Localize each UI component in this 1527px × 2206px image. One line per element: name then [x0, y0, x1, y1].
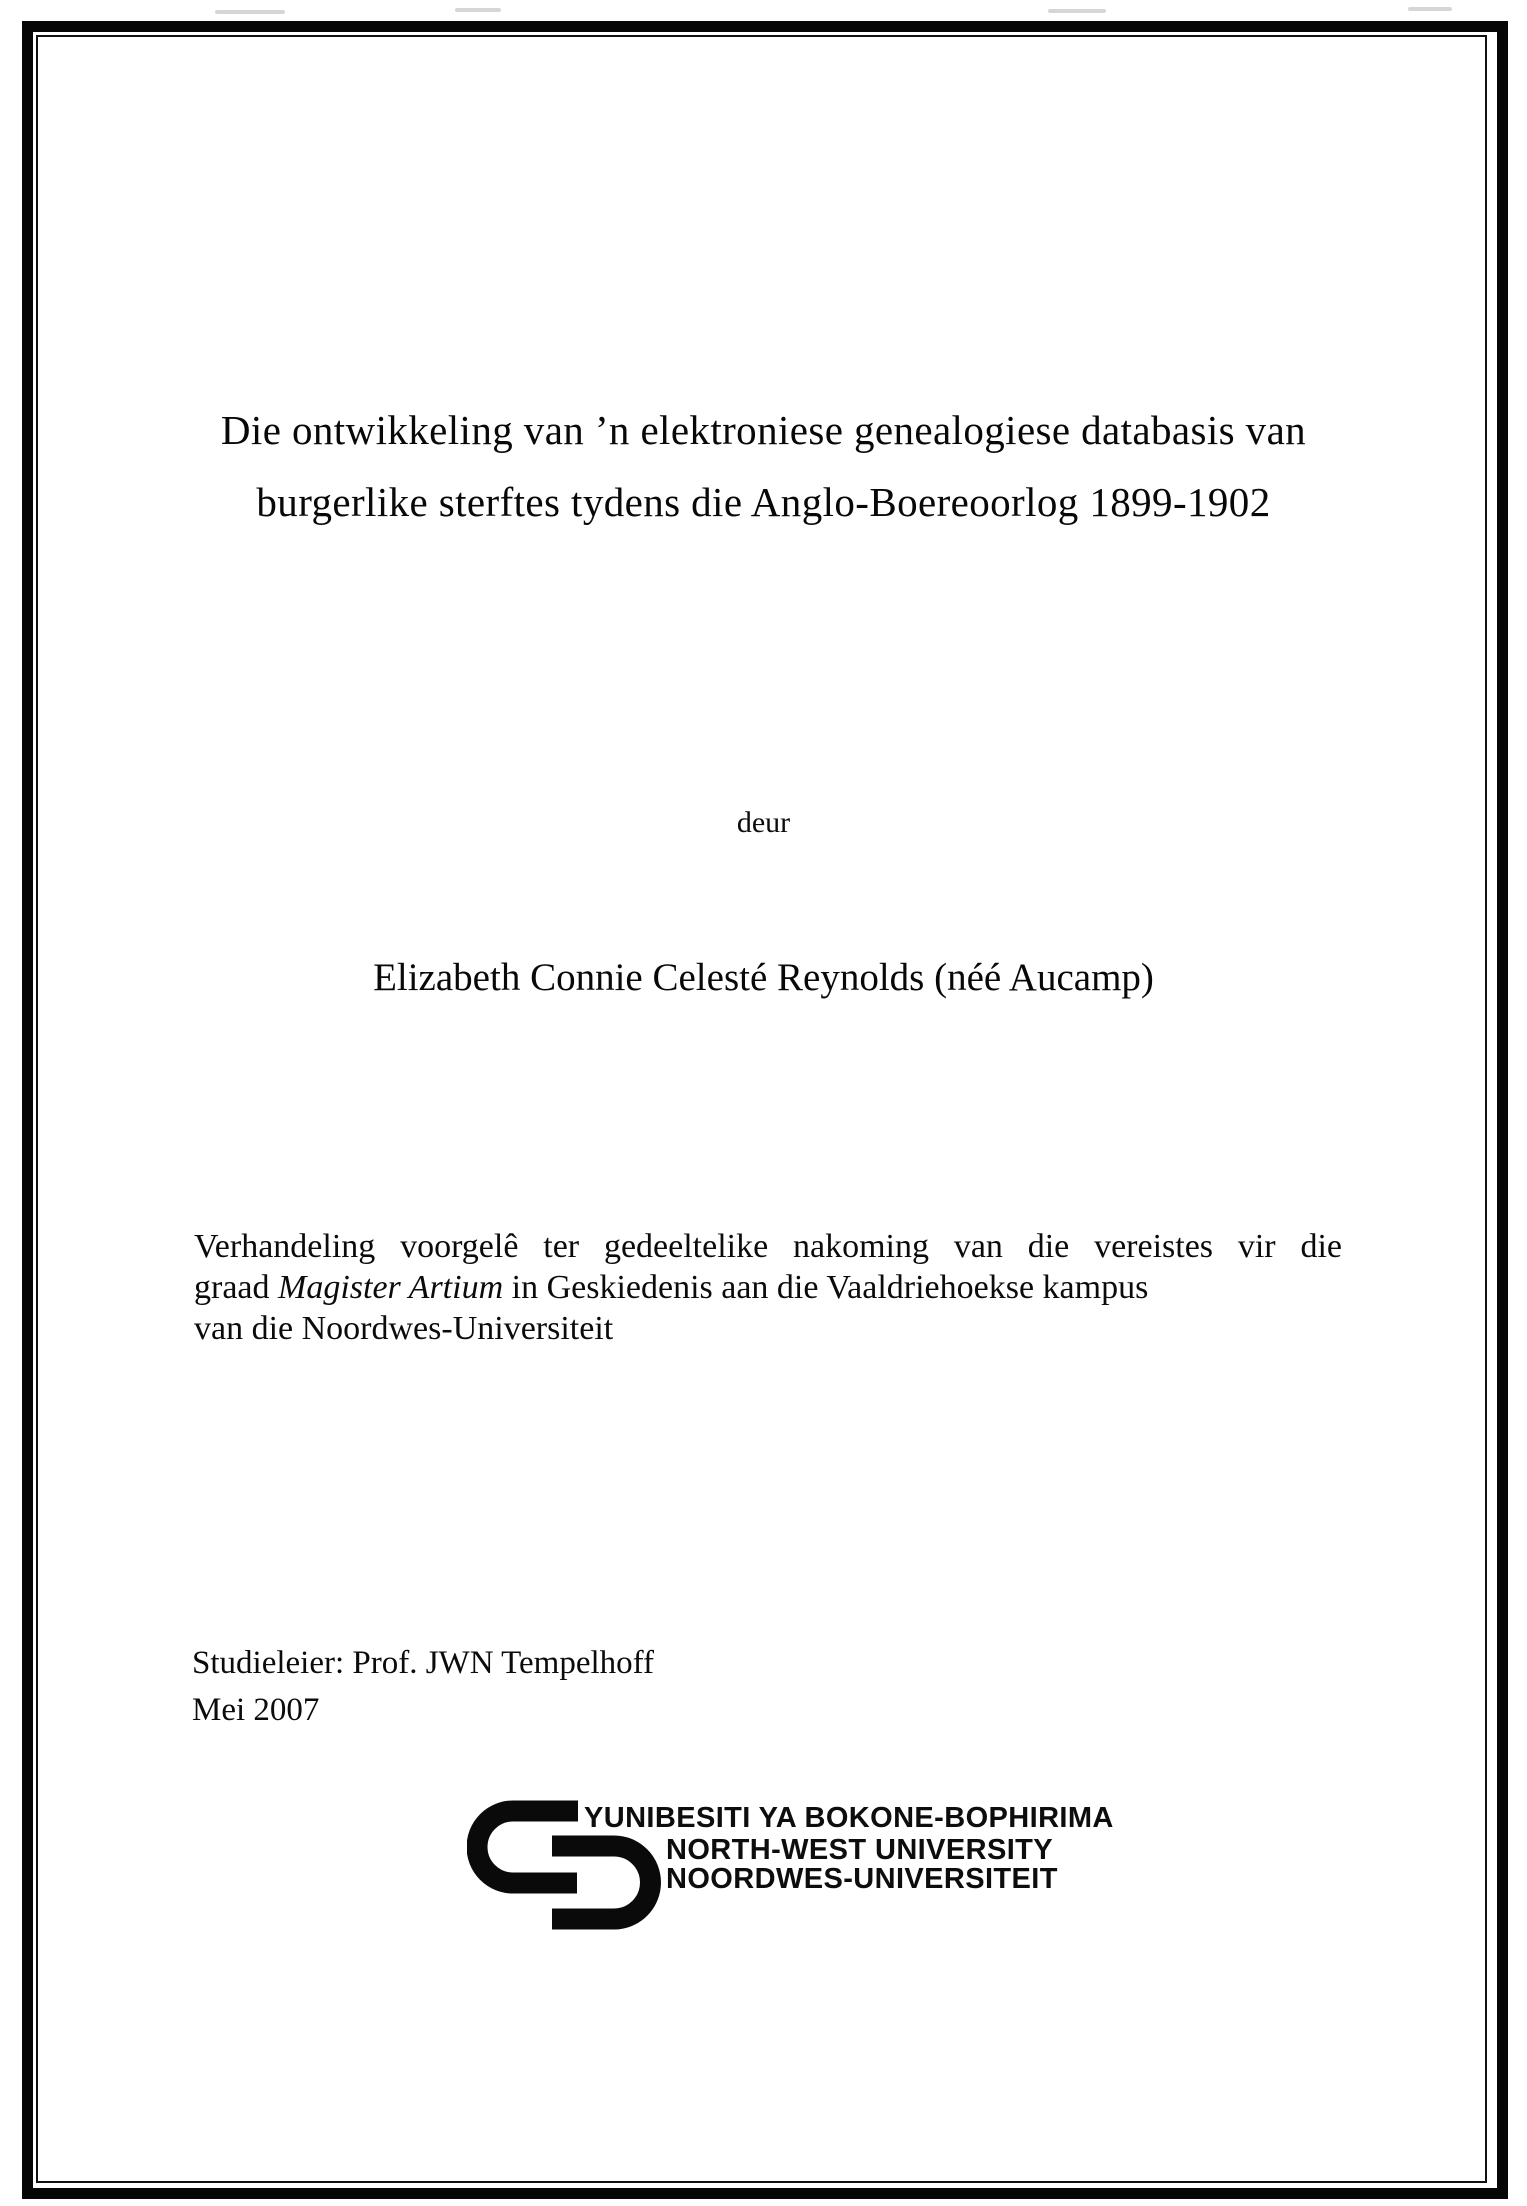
degree-statement	[194, 1226, 1342, 1349]
date-line: Mei 2007	[192, 1692, 320, 1728]
degree-name-italic: Magister Artium	[278, 1269, 504, 1306]
degree-statement-line-2	[194, 1267, 1342, 1308]
thesis-title	[70, 394, 1457, 538]
logo-text-afrikaans: NOORDWES-UNIVERSITEIT	[666, 1863, 1058, 1895]
degree-statement-line-1: Verhandeling voorgelê ter gedeeltelike nakoming van die vereistes vir die	[194, 1228, 1342, 1265]
byline-label: deur	[736, 806, 791, 839]
degree-statement-line-2-prefix: graad	[194, 1269, 279, 1306]
logo-text-setswana: YUNIBESITI YA BOKONE-BOPHIRIMA	[584, 1802, 1114, 1834]
logo-text-english: NORTH-WEST UNIVERSITY	[666, 1834, 1054, 1866]
supervisor-block	[192, 1640, 654, 1734]
degree-statement-line-2-suffix: in Geskiedenis aan die Vaaldriehoekse kampus	[503, 1269, 1149, 1306]
scan-artifact	[1048, 9, 1106, 13]
degree-statement-line-3: van die Noordwes-Universiteit	[194, 1310, 614, 1347]
scan-artifact	[455, 8, 501, 12]
university-logo	[467, 1799, 1114, 1939]
supervisor-line: Studieleier: Prof. JWN Tempelhoff	[192, 1645, 655, 1681]
thesis-title-line-1: Die ontwikkeling van ’n elektroniese genealogiese databasis van	[220, 407, 1307, 453]
scan-artifact	[215, 10, 285, 14]
author-name: Elizabeth Connie Celesté Reynolds (néé Aucamp)	[373, 956, 1154, 999]
scan-artifact	[1408, 7, 1452, 11]
thesis-title-line-2: burgerlike sterftes tydens die Anglo-Boereoorlog 1899-1902	[256, 479, 1271, 525]
